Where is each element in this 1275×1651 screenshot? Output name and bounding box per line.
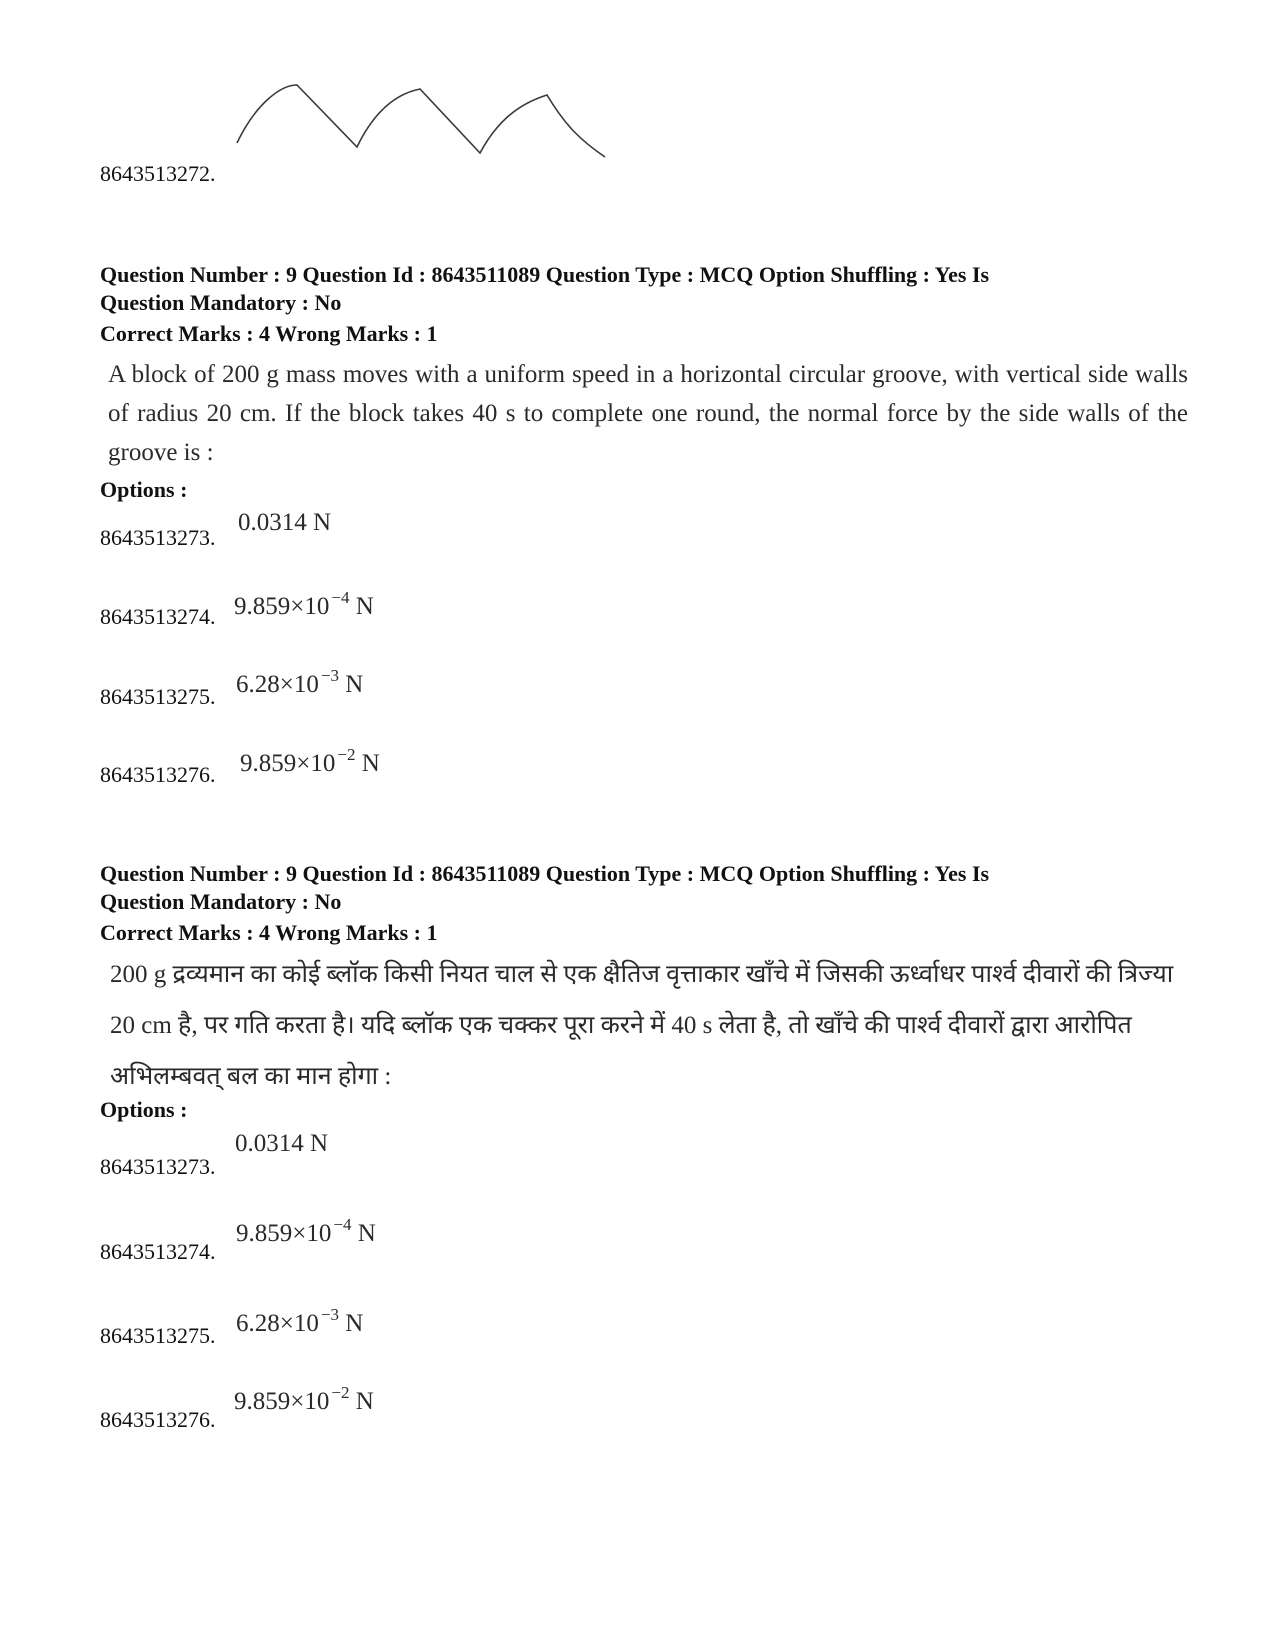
option-value: [240, 745, 380, 778]
option-unit: N: [345, 671, 364, 698]
option-times: ×: [290, 1388, 305, 1415]
option-base: 10: [304, 593, 330, 620]
options-label: Options :: [100, 1097, 188, 1122]
option-value: [236, 1305, 363, 1338]
option-exponent: −2: [337, 745, 356, 764]
option-base: 10: [293, 671, 319, 698]
option-unit: N: [310, 1130, 329, 1157]
option-id: 8643513275.: [100, 684, 216, 709]
option-mantissa: 0.0314: [238, 509, 307, 536]
option-unit: N: [355, 593, 374, 620]
option-mantissa: 0.0314: [235, 1130, 304, 1157]
question-header-line: Question Number : 9 Question Id : 8643511089 Question Type : MCQ Option Shuffling : Yes Is: [100, 861, 990, 886]
option-value: [234, 588, 374, 621]
question-text: A block of 200 g mass moves with a uniform speed in a horizontal circular groove, with vertical side walls of radius 20 cm. If the block takes 40 s to complete one round, the normal force by the side walls of the groove is :: [108, 361, 1188, 466]
option-mantissa: 9.859: [234, 593, 291, 620]
option-unit: N: [355, 1388, 374, 1415]
option-value: [236, 666, 363, 699]
option-id: 8643513273.: [100, 1154, 216, 1179]
question-header-line: Question Mandatory : No: [100, 290, 342, 315]
option-times: ×: [279, 1310, 294, 1337]
option-value: [235, 1130, 328, 1158]
option-base: 10: [310, 750, 336, 777]
option-value: [236, 1215, 376, 1248]
option-base: 10: [293, 1310, 319, 1337]
option-exponent: −2: [331, 1383, 350, 1402]
option-exponent: −4: [331, 588, 350, 607]
option-unit: N: [361, 750, 380, 777]
question-header-line: Question Number : 9 Question Id : 8643511089 Question Type : MCQ Option Shuffling : Yes Is: [100, 262, 990, 287]
question-header-line: Question Mandatory : No: [100, 889, 342, 914]
option-id: 8643513274.: [100, 604, 216, 629]
option-exponent: −4: [333, 1215, 352, 1234]
question-header: [100, 860, 989, 916]
option-id: 8643513276.: [100, 1407, 216, 1432]
option-id: 8643513276.: [100, 762, 216, 787]
option-base: 10: [306, 1220, 332, 1247]
option-id: 8643513272.: [100, 161, 216, 186]
question-header: [100, 261, 989, 317]
option-value: [238, 509, 331, 537]
option-value: [234, 1383, 374, 1416]
option-unit: N: [313, 509, 332, 536]
option-mantissa: 9.859: [234, 1388, 291, 1415]
option-mantissa: 9.859: [236, 1220, 293, 1247]
option-unit: N: [357, 1220, 376, 1247]
option-exponent: −3: [320, 666, 339, 685]
marks-line: Correct Marks : 4 Wrong Marks : 1: [100, 920, 438, 945]
option-exponent: −3: [320, 1305, 339, 1324]
option-times: ×: [279, 671, 294, 698]
option-mantissa: 9.859: [240, 750, 297, 777]
options-label: Options :: [100, 477, 188, 502]
option-times: ×: [292, 1220, 307, 1247]
option-base: 10: [304, 1388, 330, 1415]
option-id: 8643513275.: [100, 1323, 216, 1348]
option-id: 8643513273.: [100, 525, 216, 550]
marks-line: Correct Marks : 4 Wrong Marks : 1: [100, 321, 438, 346]
option-id: 8643513274.: [100, 1239, 216, 1264]
option-unit: N: [345, 1310, 364, 1337]
option-times: ×: [296, 750, 311, 777]
option-mantissa: 6.28: [236, 671, 280, 698]
wave-path-figure: [225, 75, 625, 170]
option-times: ×: [290, 593, 305, 620]
question-text: 200 g द्रव्यमान का कोई ब्लॉक किसी नियत चाल से एक क्षैतिज वृत्ताकार खाँचे में जिसकी ऊर्ध्वाधर पार्श्व दीवारों की त्रिज्या 20 cm है, पर गति करता है। यदि ब्लॉक एक चक्कर पूरा करने में 40 s लेता है, तो खाँचे की पार्श्व दीवारों द्वारा आरोपित अभिलम्बवत् बल का मान होगा :: [110, 961, 1174, 1090]
option-mantissa: 6.28: [236, 1310, 280, 1337]
